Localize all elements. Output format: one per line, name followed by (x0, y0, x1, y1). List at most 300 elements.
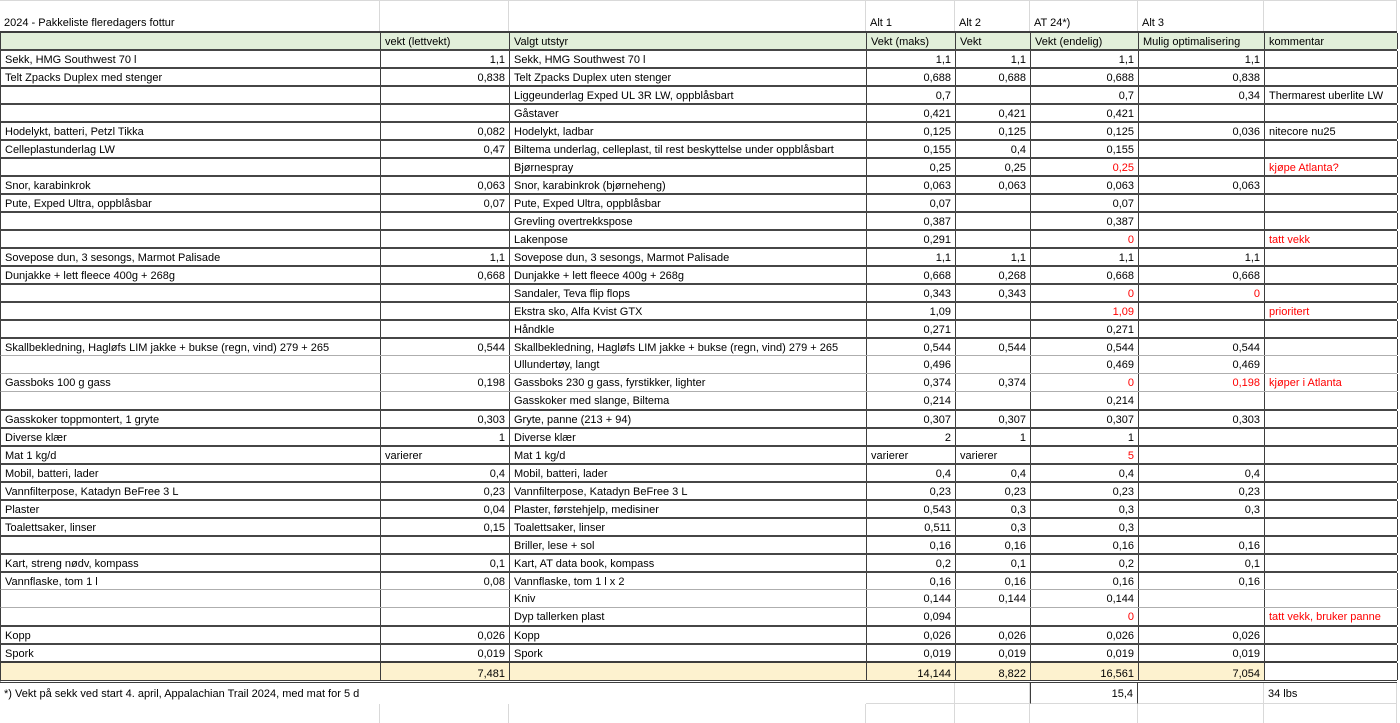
cell-optimization[interactable] (1139, 303, 1265, 319)
cell-optimization[interactable] (1139, 213, 1265, 229)
empty-cell[interactable] (1138, 704, 1264, 723)
cell-weight-max[interactable]: 0,688 (867, 69, 956, 85)
cell-chosen-gear[interactable]: Toalettsaker, linser (510, 519, 867, 535)
cell-weight-alt2[interactable]: 0,307 (956, 411, 1031, 427)
cell-weight-alt2[interactable] (956, 356, 1031, 373)
cell-weight-light[interactable]: 0,08 (381, 573, 510, 589)
cell-weight-alt2[interactable]: 0,23 (956, 483, 1031, 499)
header-weight-max[interactable]: Vekt (maks) (867, 33, 956, 49)
cell-comment[interactable] (1265, 501, 1398, 517)
cell-optimization[interactable] (1139, 590, 1265, 607)
cell-weight-alt2[interactable]: 0,063 (956, 177, 1031, 193)
cell-item[interactable]: Sekk, HMG Southwest 70 l (1, 51, 381, 67)
cell-weight-final[interactable]: 5 (1031, 447, 1139, 463)
empty-cell[interactable] (866, 683, 955, 704)
cell-weight-alt2[interactable]: 0,3 (956, 501, 1031, 517)
cell-item[interactable]: Telt Zpacks Duplex med stenger (1, 69, 381, 85)
cell-weight-final[interactable]: 0,063 (1031, 177, 1139, 193)
cell-weight-final[interactable]: 0,271 (1031, 321, 1139, 337)
cell-weight-light[interactable]: 0,15 (381, 519, 510, 535)
cell-item[interactable] (1, 285, 381, 301)
cell-optimization[interactable] (1139, 231, 1265, 247)
cell-chosen-gear[interactable]: Sandaler, Teva flip flops (510, 285, 867, 301)
cell-weight-light[interactable] (381, 285, 510, 301)
at24-label[interactable]: AT 24*) (1030, 14, 1138, 31)
cell-optimization[interactable]: 0,34 (1139, 87, 1265, 103)
cell-weight-final[interactable]: 0,668 (1031, 267, 1139, 283)
cell-weight-light[interactable]: 0,04 (381, 501, 510, 517)
empty-cell[interactable] (0, 1, 380, 14)
cell-weight-alt2[interactable]: 1,1 (956, 51, 1031, 67)
cell-item[interactable]: Snor, karabinkrok (1, 177, 381, 193)
cell-comment[interactable] (1265, 105, 1398, 121)
cell-item[interactable]: Mat 1 kg/d (1, 447, 381, 463)
cell-item[interactable]: Hodelykt, batteri, Petzl Tikka (1, 123, 381, 139)
cell-optimization[interactable] (1139, 159, 1265, 175)
cell-item[interactable]: Sovepose dun, 3 sesongs, Marmot Palisade (1, 249, 381, 265)
cell-comment[interactable] (1265, 249, 1398, 265)
cell-weight-light[interactable]: 1,1 (381, 51, 510, 67)
cell-comment[interactable] (1265, 321, 1398, 337)
cell-weight-max[interactable]: 2 (867, 429, 956, 445)
footnote-text[interactable]: *) Vekt på sekk ved start 4. april, Appalachian Trail 2024, med mat for 5 d (4, 688, 360, 700)
cell-weight-max[interactable]: 1,1 (867, 51, 956, 67)
header-weight-light[interactable]: vekt (lettvekt) (381, 33, 510, 49)
cell-weight-light[interactable]: 0,303 (381, 411, 510, 427)
cell-weight-max[interactable]: 0,4 (867, 465, 956, 481)
cell-comment[interactable] (1265, 213, 1398, 229)
cell-comment[interactable] (1265, 429, 1398, 445)
cell-weight-alt2[interactable]: 0,125 (956, 123, 1031, 139)
cell-item[interactable] (1, 356, 381, 373)
cell-optimization[interactable]: 1,1 (1139, 249, 1265, 265)
cell-chosen-gear[interactable]: Liggeunderlag Exped UL 3R LW, oppblåsbart (510, 87, 867, 103)
cell-chosen-gear[interactable]: Kart, AT data book, kompass (510, 555, 867, 571)
cell-weight-light[interactable]: 1,1 (381, 249, 510, 265)
cell-comment[interactable]: prioritert (1265, 303, 1398, 319)
cell-chosen-gear[interactable]: Lakenpose (510, 231, 867, 247)
cell-weight-light[interactable] (381, 87, 510, 103)
cell-weight-max[interactable]: 0,094 (867, 608, 956, 625)
cell-weight-light[interactable] (381, 213, 510, 229)
alt1-label[interactable]: Alt 1 (866, 14, 955, 31)
cell-weight-light[interactable] (381, 537, 510, 553)
cell-weight-alt2[interactable]: 0,268 (956, 267, 1031, 283)
cell-weight-light[interactable]: 0,4 (381, 465, 510, 481)
cell-comment[interactable] (1265, 339, 1398, 355)
cell-chosen-gear[interactable]: Pute, Exped Ultra, oppblåsbar (510, 195, 867, 211)
cell-item[interactable]: Gassboks 100 g gass (1, 374, 381, 391)
cell-optimization[interactable] (1139, 195, 1265, 211)
cell-item[interactable]: Toalettsaker, linser (1, 519, 381, 535)
cell-chosen-gear[interactable]: Diverse klær (510, 429, 867, 445)
cell-comment[interactable] (1265, 51, 1398, 67)
cell-item[interactable] (1, 87, 381, 103)
cell-weight-alt2[interactable] (956, 87, 1031, 103)
cell-weight-final[interactable]: 0 (1031, 374, 1139, 391)
cell-optimization[interactable]: 0,1 (1139, 555, 1265, 571)
empty-cell[interactable] (955, 704, 1030, 723)
cell-weight-final[interactable]: 0,469 (1031, 356, 1139, 373)
totals-weight-light[interactable]: 7,481 (381, 663, 510, 680)
cell-optimization[interactable]: 0,469 (1139, 356, 1265, 373)
totals-optimization[interactable]: 7,054 (1139, 663, 1265, 680)
cell-item[interactable]: Pute, Exped Ultra, oppblåsbar (1, 195, 381, 211)
cell-weight-max[interactable]: 0,155 (867, 141, 956, 157)
cell-comment[interactable]: tatt vekk (1265, 231, 1398, 247)
cell-item[interactable]: Kopp (1, 627, 381, 643)
cell-weight-alt2[interactable]: 0,544 (956, 339, 1031, 355)
cell-weight-max[interactable]: 0,343 (867, 285, 956, 301)
cell-weight-final[interactable]: 0,25 (1031, 159, 1139, 175)
cell-item[interactable]: Diverse klær (1, 429, 381, 445)
empty-cell[interactable] (509, 14, 866, 31)
cell-weight-max[interactable]: 0,23 (867, 483, 956, 499)
cell-optimization[interactable] (1139, 519, 1265, 535)
cell-item[interactable] (1, 303, 381, 319)
cell-optimization[interactable] (1139, 141, 1265, 157)
empty-cell[interactable] (1030, 704, 1138, 723)
cell-weight-light[interactable]: 0,019 (381, 645, 510, 661)
cell-weight-final[interactable]: 0,4 (1031, 465, 1139, 481)
empty-cell[interactable] (1264, 14, 1397, 31)
cell-chosen-gear[interactable]: Gryte, panne (213 + 94) (510, 411, 867, 427)
cell-item[interactable]: Dunjakke + lett fleece 400g + 268g (1, 267, 381, 283)
cell-weight-final[interactable]: 0,3 (1031, 501, 1139, 517)
cell-comment[interactable] (1265, 195, 1398, 211)
footnote-lbs[interactable]: 34 lbs (1264, 683, 1397, 704)
cell-comment[interactable]: kjøpe Atlanta? (1265, 159, 1398, 175)
cell-weight-light[interactable]: 0,838 (381, 69, 510, 85)
cell-optimization[interactable]: 1,1 (1139, 51, 1265, 67)
cell-weight-max[interactable]: 0,16 (867, 537, 956, 553)
cell-weight-alt2[interactable]: 0,4 (956, 141, 1031, 157)
cell-weight-light[interactable] (381, 105, 510, 121)
cell-item[interactable]: Plaster (1, 501, 381, 517)
cell-weight-final[interactable]: 0 (1031, 608, 1139, 625)
cell-chosen-gear[interactable]: Hodelykt, ladbar (510, 123, 867, 139)
cell-weight-light[interactable] (381, 356, 510, 373)
cell-chosen-gear[interactable]: Skallbekledning, Hagløfs LIM jakke + bukse (regn, vind) 279 + 265 (510, 339, 867, 355)
cell-comment[interactable] (1265, 392, 1398, 409)
cell-weight-final[interactable]: 0,214 (1031, 392, 1139, 409)
cell-weight-final[interactable]: 0,387 (1031, 213, 1139, 229)
totals-gear-cell[interactable] (510, 663, 867, 680)
totals-item-cell[interactable] (1, 663, 381, 680)
cell-comment[interactable] (1265, 537, 1398, 553)
cell-weight-alt2[interactable]: 0,3 (956, 519, 1031, 535)
cell-optimization[interactable]: 0,544 (1139, 339, 1265, 355)
cell-weight-alt2[interactable]: 0,343 (956, 285, 1031, 301)
cell-weight-final[interactable]: 0,544 (1031, 339, 1139, 355)
cell-chosen-gear[interactable]: Plaster, førstehjelp, medisiner (510, 501, 867, 517)
empty-cell[interactable] (380, 704, 509, 723)
cell-weight-final[interactable]: 0 (1031, 285, 1139, 301)
cell-optimization[interactable]: 0 (1139, 285, 1265, 301)
cell-weight-max[interactable]: 0,019 (867, 645, 956, 661)
cell-chosen-gear[interactable]: Dyp tallerken plast (510, 608, 867, 625)
cell-chosen-gear[interactable]: Gasskoker med slange, Biltema (510, 392, 867, 409)
cell-comment[interactable] (1265, 483, 1398, 499)
cell-weight-light[interactable] (381, 590, 510, 607)
cell-comment[interactable] (1265, 573, 1398, 589)
cell-weight-light[interactable] (381, 159, 510, 175)
cell-item[interactable]: Spork (1, 645, 381, 661)
cell-chosen-gear[interactable]: Gåstaver (510, 105, 867, 121)
cell-optimization[interactable] (1139, 392, 1265, 409)
cell-weight-final[interactable]: 0,144 (1031, 590, 1139, 607)
cell-item[interactable] (1, 608, 381, 625)
empty-cell[interactable] (955, 683, 1030, 704)
cell-weight-final[interactable]: 0,16 (1031, 537, 1139, 553)
cell-optimization[interactable]: 0,026 (1139, 627, 1265, 643)
cell-chosen-gear[interactable]: Kopp (510, 627, 867, 643)
cell-weight-max[interactable]: 0,214 (867, 392, 956, 409)
cell-optimization[interactable]: 0,16 (1139, 573, 1265, 589)
cell-item[interactable]: Gasskoker toppmontert, 1 gryte (1, 411, 381, 427)
cell-weight-max[interactable]: 0,2 (867, 555, 956, 571)
cell-weight-light[interactable] (381, 231, 510, 247)
cell-weight-light[interactable] (381, 392, 510, 409)
cell-weight-final[interactable]: 0,026 (1031, 627, 1139, 643)
cell-item[interactable]: Kart, streng nødv, kompass (1, 555, 381, 571)
cell-chosen-gear[interactable]: Sovepose dun, 3 sesongs, Marmot Palisade (510, 249, 867, 265)
empty-cell[interactable] (1264, 704, 1397, 723)
cell-weight-max[interactable]: varierer (867, 447, 956, 463)
cell-weight-final[interactable]: 0,125 (1031, 123, 1139, 139)
alt2-label[interactable]: Alt 2 (955, 14, 1030, 31)
cell-item[interactable] (1, 105, 381, 121)
cell-weight-max[interactable]: 0,16 (867, 573, 956, 589)
cell-item[interactable] (1, 392, 381, 409)
cell-comment[interactable] (1265, 267, 1398, 283)
cell-weight-final[interactable]: 0,307 (1031, 411, 1139, 427)
header-optimization[interactable]: Mulig optimalisering (1139, 33, 1265, 49)
cell-weight-light[interactable]: 0,23 (381, 483, 510, 499)
cell-weight-light[interactable]: 0,063 (381, 177, 510, 193)
cell-optimization[interactable]: 0,303 (1139, 411, 1265, 427)
cell-chosen-gear[interactable]: Biltema underlag, celleplast, til rest beskyttelse under oppblåsbart (510, 141, 867, 157)
cell-weight-max[interactable]: 0,387 (867, 213, 956, 229)
cell-weight-max[interactable]: 0,7 (867, 87, 956, 103)
header-item[interactable] (1, 33, 381, 49)
cell-weight-alt2[interactable]: 0,421 (956, 105, 1031, 121)
empty-cell[interactable] (0, 704, 380, 723)
empty-cell[interactable] (866, 1, 955, 14)
cell-optimization[interactable] (1139, 429, 1265, 445)
cell-item[interactable] (1, 590, 381, 607)
cell-optimization[interactable]: 0,838 (1139, 69, 1265, 85)
cell-weight-light[interactable]: 0,026 (381, 627, 510, 643)
cell-weight-alt2[interactable] (956, 213, 1031, 229)
cell-weight-final[interactable]: 0,421 (1031, 105, 1139, 121)
cell-weight-alt2[interactable]: 0,688 (956, 69, 1031, 85)
cell-weight-max[interactable]: 0,374 (867, 374, 956, 391)
cell-weight-final[interactable]: 0,2 (1031, 555, 1139, 571)
cell-weight-final[interactable]: 0,3 (1031, 519, 1139, 535)
cell-weight-max[interactable]: 0,125 (867, 123, 956, 139)
sheet-title[interactable]: 2024 - Pakkeliste fleredagers fottur (0, 14, 380, 31)
cell-chosen-gear[interactable]: Grevling overtrekkspose (510, 213, 867, 229)
cell-weight-max[interactable]: 0,544 (867, 339, 956, 355)
cell-comment[interactable] (1265, 141, 1398, 157)
cell-weight-light[interactable] (381, 321, 510, 337)
cell-optimization[interactable] (1139, 608, 1265, 625)
cell-chosen-gear[interactable]: Gassboks 230 g gass, fyrstikker, lighter (510, 374, 867, 391)
cell-chosen-gear[interactable]: Vannfilterpose, Katadyn BeFree 3 L (510, 483, 867, 499)
cell-comment[interactable] (1265, 411, 1398, 427)
cell-chosen-gear[interactable]: Spork (510, 645, 867, 661)
cell-optimization[interactable]: 0,23 (1139, 483, 1265, 499)
cell-comment[interactable] (1265, 645, 1398, 661)
cell-optimization[interactable]: 0,019 (1139, 645, 1265, 661)
cell-weight-alt2[interactable]: 0,4 (956, 465, 1031, 481)
cell-comment[interactable] (1265, 627, 1398, 643)
cell-weight-alt2[interactable]: 0,144 (956, 590, 1031, 607)
cell-item[interactable]: Celleplastunderlag LW (1, 141, 381, 157)
cell-weight-light[interactable]: 0,544 (381, 339, 510, 355)
cell-weight-final[interactable]: 1 (1031, 429, 1139, 445)
cell-weight-final[interactable]: 1,09 (1031, 303, 1139, 319)
cell-comment[interactable]: nitecore nu25 (1265, 123, 1398, 139)
totals-weight-max[interactable]: 14,144 (867, 663, 956, 680)
cell-weight-light[interactable]: 1 (381, 429, 510, 445)
cell-weight-final[interactable]: 0,07 (1031, 195, 1139, 211)
cell-optimization[interactable]: 0,668 (1139, 267, 1265, 283)
cell-chosen-gear[interactable]: Briller, lese + sol (510, 537, 867, 553)
header-weight-final[interactable]: Vekt (endelig) (1031, 33, 1139, 49)
cell-weight-final[interactable]: 0,23 (1031, 483, 1139, 499)
cell-comment[interactable]: tatt vekk, bruker panne (1265, 608, 1398, 625)
cell-chosen-gear[interactable]: Snor, karabinkrok (bjørneheng) (510, 177, 867, 193)
cell-comment[interactable] (1265, 555, 1398, 571)
cell-comment[interactable] (1265, 356, 1398, 373)
cell-comment[interactable] (1265, 285, 1398, 301)
cell-chosen-gear[interactable]: Bjørnespray (510, 159, 867, 175)
cell-weight-alt2[interactable]: 0,374 (956, 374, 1031, 391)
cell-weight-final[interactable]: 0,155 (1031, 141, 1139, 157)
cell-weight-light[interactable] (381, 608, 510, 625)
cell-optimization[interactable]: 0,3 (1139, 501, 1265, 517)
cell-item[interactable] (1, 213, 381, 229)
cell-item[interactable]: Vannflaske, tom 1 l (1, 573, 381, 589)
cell-weight-alt2[interactable] (956, 303, 1031, 319)
cell-weight-final[interactable]: 0,688 (1031, 69, 1139, 85)
cell-weight-max[interactable]: 0,543 (867, 501, 956, 517)
cell-weight-final[interactable]: 1,1 (1031, 51, 1139, 67)
cell-comment[interactable]: kjøper i Atlanta (1265, 374, 1398, 391)
totals-weight-final[interactable]: 16,561 (1031, 663, 1139, 680)
cell-weight-alt2[interactable]: 1 (956, 429, 1031, 445)
cell-chosen-gear[interactable]: Kniv (510, 590, 867, 607)
totals-weight-alt2[interactable]: 8,822 (956, 663, 1031, 680)
cell-chosen-gear[interactable]: Håndkle (510, 321, 867, 337)
cell-comment[interactable] (1265, 519, 1398, 535)
cell-weight-final[interactable]: 1,1 (1031, 249, 1139, 265)
cell-weight-max[interactable]: 0,271 (867, 321, 956, 337)
cell-comment[interactable]: Thermarest uberlite LW (1265, 87, 1398, 103)
cell-weight-light[interactable] (381, 303, 510, 319)
totals-comment-cell[interactable] (1265, 663, 1398, 680)
cell-comment[interactable] (1265, 177, 1398, 193)
empty-cell[interactable] (1264, 1, 1397, 14)
cell-weight-alt2[interactable] (956, 392, 1031, 409)
cell-weight-max[interactable]: 0,063 (867, 177, 956, 193)
cell-chosen-gear[interactable]: Mobil, batteri, lader (510, 465, 867, 481)
cell-weight-light[interactable]: 0,082 (381, 123, 510, 139)
cell-weight-alt2[interactable]: 0,25 (956, 159, 1031, 175)
empty-cell[interactable] (1138, 683, 1264, 704)
cell-optimization[interactable]: 0,036 (1139, 123, 1265, 139)
cell-weight-alt2[interactable] (956, 608, 1031, 625)
cell-weight-alt2[interactable]: 0,019 (956, 645, 1031, 661)
cell-item[interactable] (1, 321, 381, 337)
cell-optimization[interactable] (1139, 105, 1265, 121)
cell-item[interactable] (1, 159, 381, 175)
cell-optimization[interactable]: 0,4 (1139, 465, 1265, 481)
cell-chosen-gear[interactable]: Mat 1 kg/d (510, 447, 867, 463)
cell-comment[interactable] (1265, 465, 1398, 481)
cell-weight-max[interactable]: 1,09 (867, 303, 956, 319)
cell-weight-light[interactable]: 0,47 (381, 141, 510, 157)
cell-weight-max[interactable]: 0,25 (867, 159, 956, 175)
empty-cell[interactable] (955, 1, 1030, 14)
cell-weight-final[interactable]: 0,019 (1031, 645, 1139, 661)
empty-cell[interactable] (1138, 1, 1264, 14)
cell-weight-alt2[interactable]: 0,1 (956, 555, 1031, 571)
cell-chosen-gear[interactable]: Ullundertøy, langt (510, 356, 867, 373)
cell-optimization[interactable]: 0,063 (1139, 177, 1265, 193)
header-comment[interactable]: kommentar (1265, 33, 1398, 49)
cell-item[interactable] (1, 231, 381, 247)
cell-weight-max[interactable]: 0,07 (867, 195, 956, 211)
cell-weight-final[interactable]: 0 (1031, 231, 1139, 247)
cell-weight-max[interactable]: 0,421 (867, 105, 956, 121)
header-chosen-gear[interactable]: Valgt utstyr (510, 33, 867, 49)
footnote-weight-final[interactable]: 15,4 (1030, 683, 1138, 704)
cell-weight-light[interactable]: 0,1 (381, 555, 510, 571)
cell-weight-alt2[interactable] (956, 321, 1031, 337)
cell-weight-alt2[interactable]: 0,026 (956, 627, 1031, 643)
cell-weight-alt2[interactable]: 1,1 (956, 249, 1031, 265)
cell-chosen-gear[interactable]: Dunjakke + lett fleece 400g + 268g (510, 267, 867, 283)
empty-cell[interactable] (380, 1, 509, 14)
cell-weight-max[interactable]: 0,291 (867, 231, 956, 247)
cell-weight-alt2[interactable]: 0,16 (956, 537, 1031, 553)
cell-weight-max[interactable]: 0,026 (867, 627, 956, 643)
cell-chosen-gear[interactable]: Vannflaske, tom 1 l x 2 (510, 573, 867, 589)
cell-weight-max[interactable]: 1,1 (867, 249, 956, 265)
cell-weight-max[interactable]: 0,307 (867, 411, 956, 427)
cell-weight-light[interactable]: varierer (381, 447, 510, 463)
cell-optimization[interactable]: 0,198 (1139, 374, 1265, 391)
header-weight-alt2[interactable]: Vekt (956, 33, 1031, 49)
cell-weight-alt2[interactable]: varierer (956, 447, 1031, 463)
cell-optimization[interactable] (1139, 447, 1265, 463)
cell-item[interactable]: Skallbekledning, Hagløfs LIM jakke + bukse (regn, vind) 279 + 265 (1, 339, 381, 355)
cell-optimization[interactable] (1139, 321, 1265, 337)
cell-weight-alt2[interactable] (956, 195, 1031, 211)
cell-weight-max[interactable]: 0,668 (867, 267, 956, 283)
cell-weight-max[interactable]: 0,144 (867, 590, 956, 607)
cell-weight-light[interactable]: 0,668 (381, 267, 510, 283)
cell-item[interactable]: Vannfilterpose, Katadyn BeFree 3 L (1, 483, 381, 499)
cell-chosen-gear[interactable]: Ekstra sko, Alfa Kvist GTX (510, 303, 867, 319)
cell-chosen-gear[interactable]: Telt Zpacks Duplex uten stenger (510, 69, 867, 85)
empty-cell[interactable] (509, 704, 866, 723)
cell-chosen-gear[interactable]: Sekk, HMG Southwest 70 l (510, 51, 867, 67)
cell-item[interactable] (1, 537, 381, 553)
